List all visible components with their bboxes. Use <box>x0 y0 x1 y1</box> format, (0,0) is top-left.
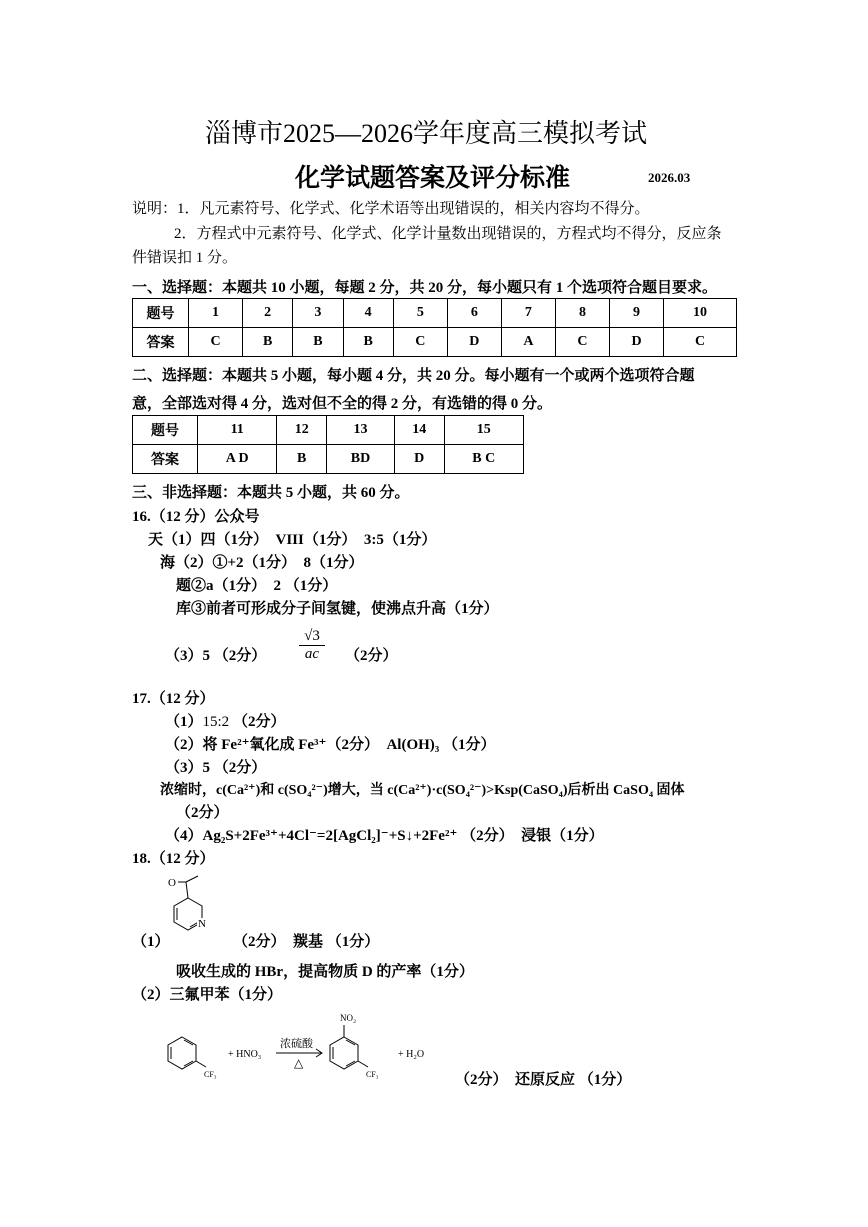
section2-heading-a: 二、选择题：本题共 5 小题，每小题 4 分，共 20 分。每小题有一个或两个选项符合题 <box>132 368 695 384</box>
note-2b: 件错误扣 1 分。 <box>132 250 238 266</box>
answer-cell: C <box>555 328 609 357</box>
oxygen-label: O <box>168 877 176 889</box>
question-number: 5 <box>393 299 447 328</box>
cf3-label-reactant: CF₃ <box>204 1070 217 1079</box>
q16-line-3: 题②a（1分） 2 （1分） <box>176 578 338 594</box>
section1-heading: 一、选择题：本题共 10 小题，每题 2 分，共 20 分，每小题只有 1 个选项符合题目要求。 <box>132 280 718 296</box>
fraction-denominator: ac <box>304 646 320 662</box>
section2-answer-table <box>132 415 524 474</box>
nitration-reaction-scheme <box>160 1005 460 1085</box>
q17-line-3: （3）5 （2分） <box>165 760 267 776</box>
q16-line-2: 海（2）①+2（1分） 8（1分） <box>160 555 364 571</box>
cf3-label-product: CF₃ <box>366 1070 379 1079</box>
q17-line-1 <box>165 710 285 731</box>
row-label: 答案 <box>133 328 189 357</box>
q16-line-5: （3）5 （2分） <box>165 648 267 664</box>
question-number: 2 <box>243 299 293 328</box>
question-number: 15 <box>444 416 523 445</box>
condition-catalyst: 浓硫酸 <box>280 1038 313 1050</box>
q18-line-3: （2）三氟甲苯（1分） <box>132 987 283 1003</box>
answer-cell: D <box>609 328 663 357</box>
question-number: 6 <box>447 299 501 328</box>
plus-hno3: + HNO₃ <box>228 1049 262 1060</box>
question-number: 14 <box>394 416 444 445</box>
answer-cell: C <box>393 328 447 357</box>
row-label: 题号 <box>133 299 189 328</box>
benzene-ring-reactant <box>168 1037 196 1069</box>
exam-date: 2026.03 <box>648 170 691 185</box>
answer-cell: B <box>293 328 343 357</box>
q18-line-1-prefix: （1） <box>132 934 170 950</box>
row-label: 题号 <box>133 416 198 445</box>
no2-label: NO₂ <box>340 1013 357 1023</box>
answer-cell: C <box>189 328 243 357</box>
q17-l1-part-b: 15:2 <box>202 714 230 730</box>
section3-heading: 三、非选择题：本题共 5 小题，共 60 分。 <box>132 485 410 501</box>
notes-label: 说明： <box>132 201 178 217</box>
plus-h2o: + H₂O <box>398 1049 425 1060</box>
q16-line-1: 天（1）四（1分） VIII（1分） 3:5（1分） <box>148 532 437 548</box>
fraction-numerator: √3 <box>304 628 320 644</box>
q17-line-4b: （2分） <box>176 805 229 821</box>
note-1: 1．凡元素符号、化学式、化学术语等出现错误的，相关内容均不得分。 <box>177 201 650 217</box>
question-number: 8 <box>555 299 609 328</box>
q17-line-2: （2）将 Fe²⁺氧化成 Fe³⁺（2分） Al(OH)₃ （1分） <box>165 737 496 753</box>
section1-answer-table <box>132 298 737 357</box>
condition-heat: △ <box>294 1056 304 1070</box>
notes-line-1 <box>132 197 650 218</box>
note-2a: 2．方程式中元素符号、化学式、化学计量数出现错误的，方程式均不得分，反应条 <box>174 226 722 242</box>
q17-l1-part-a: （1） <box>165 714 203 730</box>
q18-line-4: （2分） 还原反应 （1分） <box>455 1072 632 1088</box>
q16-line-4: 库③前者可形成分子间氢键，使沸点升高（1分） <box>176 601 499 617</box>
q17-line-5: （4）Ag₂S+2Fe³⁺+4Cl⁻=2[AgCl₂]⁻+S↓+2Fe²⁺ （2分） 浸银（1分） <box>165 828 604 844</box>
q18-line-1: （2分） 羰基 （1分） <box>233 934 380 950</box>
answer-cell: D <box>447 328 501 357</box>
q17-heading: 17.（12 分） <box>132 691 215 707</box>
table-row <box>133 445 524 474</box>
q18-heading: 18.（12 分） <box>132 851 215 867</box>
answer-cell: D <box>394 445 444 474</box>
table-row <box>133 416 524 445</box>
q16-line-5-score: （2分） <box>345 648 398 664</box>
row-label: 答案 <box>133 445 198 474</box>
benzene-ring-product <box>330 1037 358 1069</box>
question-number: 9 <box>609 299 663 328</box>
question-number: 11 <box>198 416 277 445</box>
q18-line-2: 吸收生成的 HBr，提高物质 D 的产率（1分） <box>176 964 474 980</box>
q16-heading: 16.（12 分）公众号 <box>132 509 260 525</box>
answer-cell: C <box>664 328 737 357</box>
question-number: 10 <box>664 299 737 328</box>
q17-line-4: 浓缩时，c(Ca²⁺)和 c(SO₄²⁻)增大，当 c(Ca²⁺)·c(SO₄²⁻)>Ksp(CaSO₄)后析出 CaSO₄ 固体 <box>160 783 685 798</box>
nitrogen-label: N <box>198 918 206 930</box>
question-number: 1 <box>189 299 243 328</box>
question-number: 12 <box>277 416 327 445</box>
answer-cell: B <box>277 445 327 474</box>
answer-cell: B <box>243 328 293 357</box>
question-number: 7 <box>501 299 555 328</box>
question-number: 4 <box>343 299 393 328</box>
q17-l1-part-c: （2分） <box>232 714 286 730</box>
page-title: 淄博市2025—2026学年度高三模拟考试 <box>205 119 648 148</box>
q16-fraction <box>295 628 329 663</box>
page-subtitle: 化学试题答案及评分标准 <box>295 165 571 192</box>
table-row <box>133 299 737 328</box>
answer-cell: A <box>501 328 555 357</box>
question-number: 13 <box>327 416 395 445</box>
table-row <box>133 328 737 357</box>
answer-cell: B <box>343 328 393 357</box>
answer-cell: A D <box>198 445 277 474</box>
answer-cell: BD <box>327 445 395 474</box>
section2-heading-b: 意，全部选对得 4 分，选对但不全的得 2 分，有选错的得 0 分。 <box>132 396 553 412</box>
answer-cell: B C <box>444 445 523 474</box>
question-number: 3 <box>293 299 343 328</box>
